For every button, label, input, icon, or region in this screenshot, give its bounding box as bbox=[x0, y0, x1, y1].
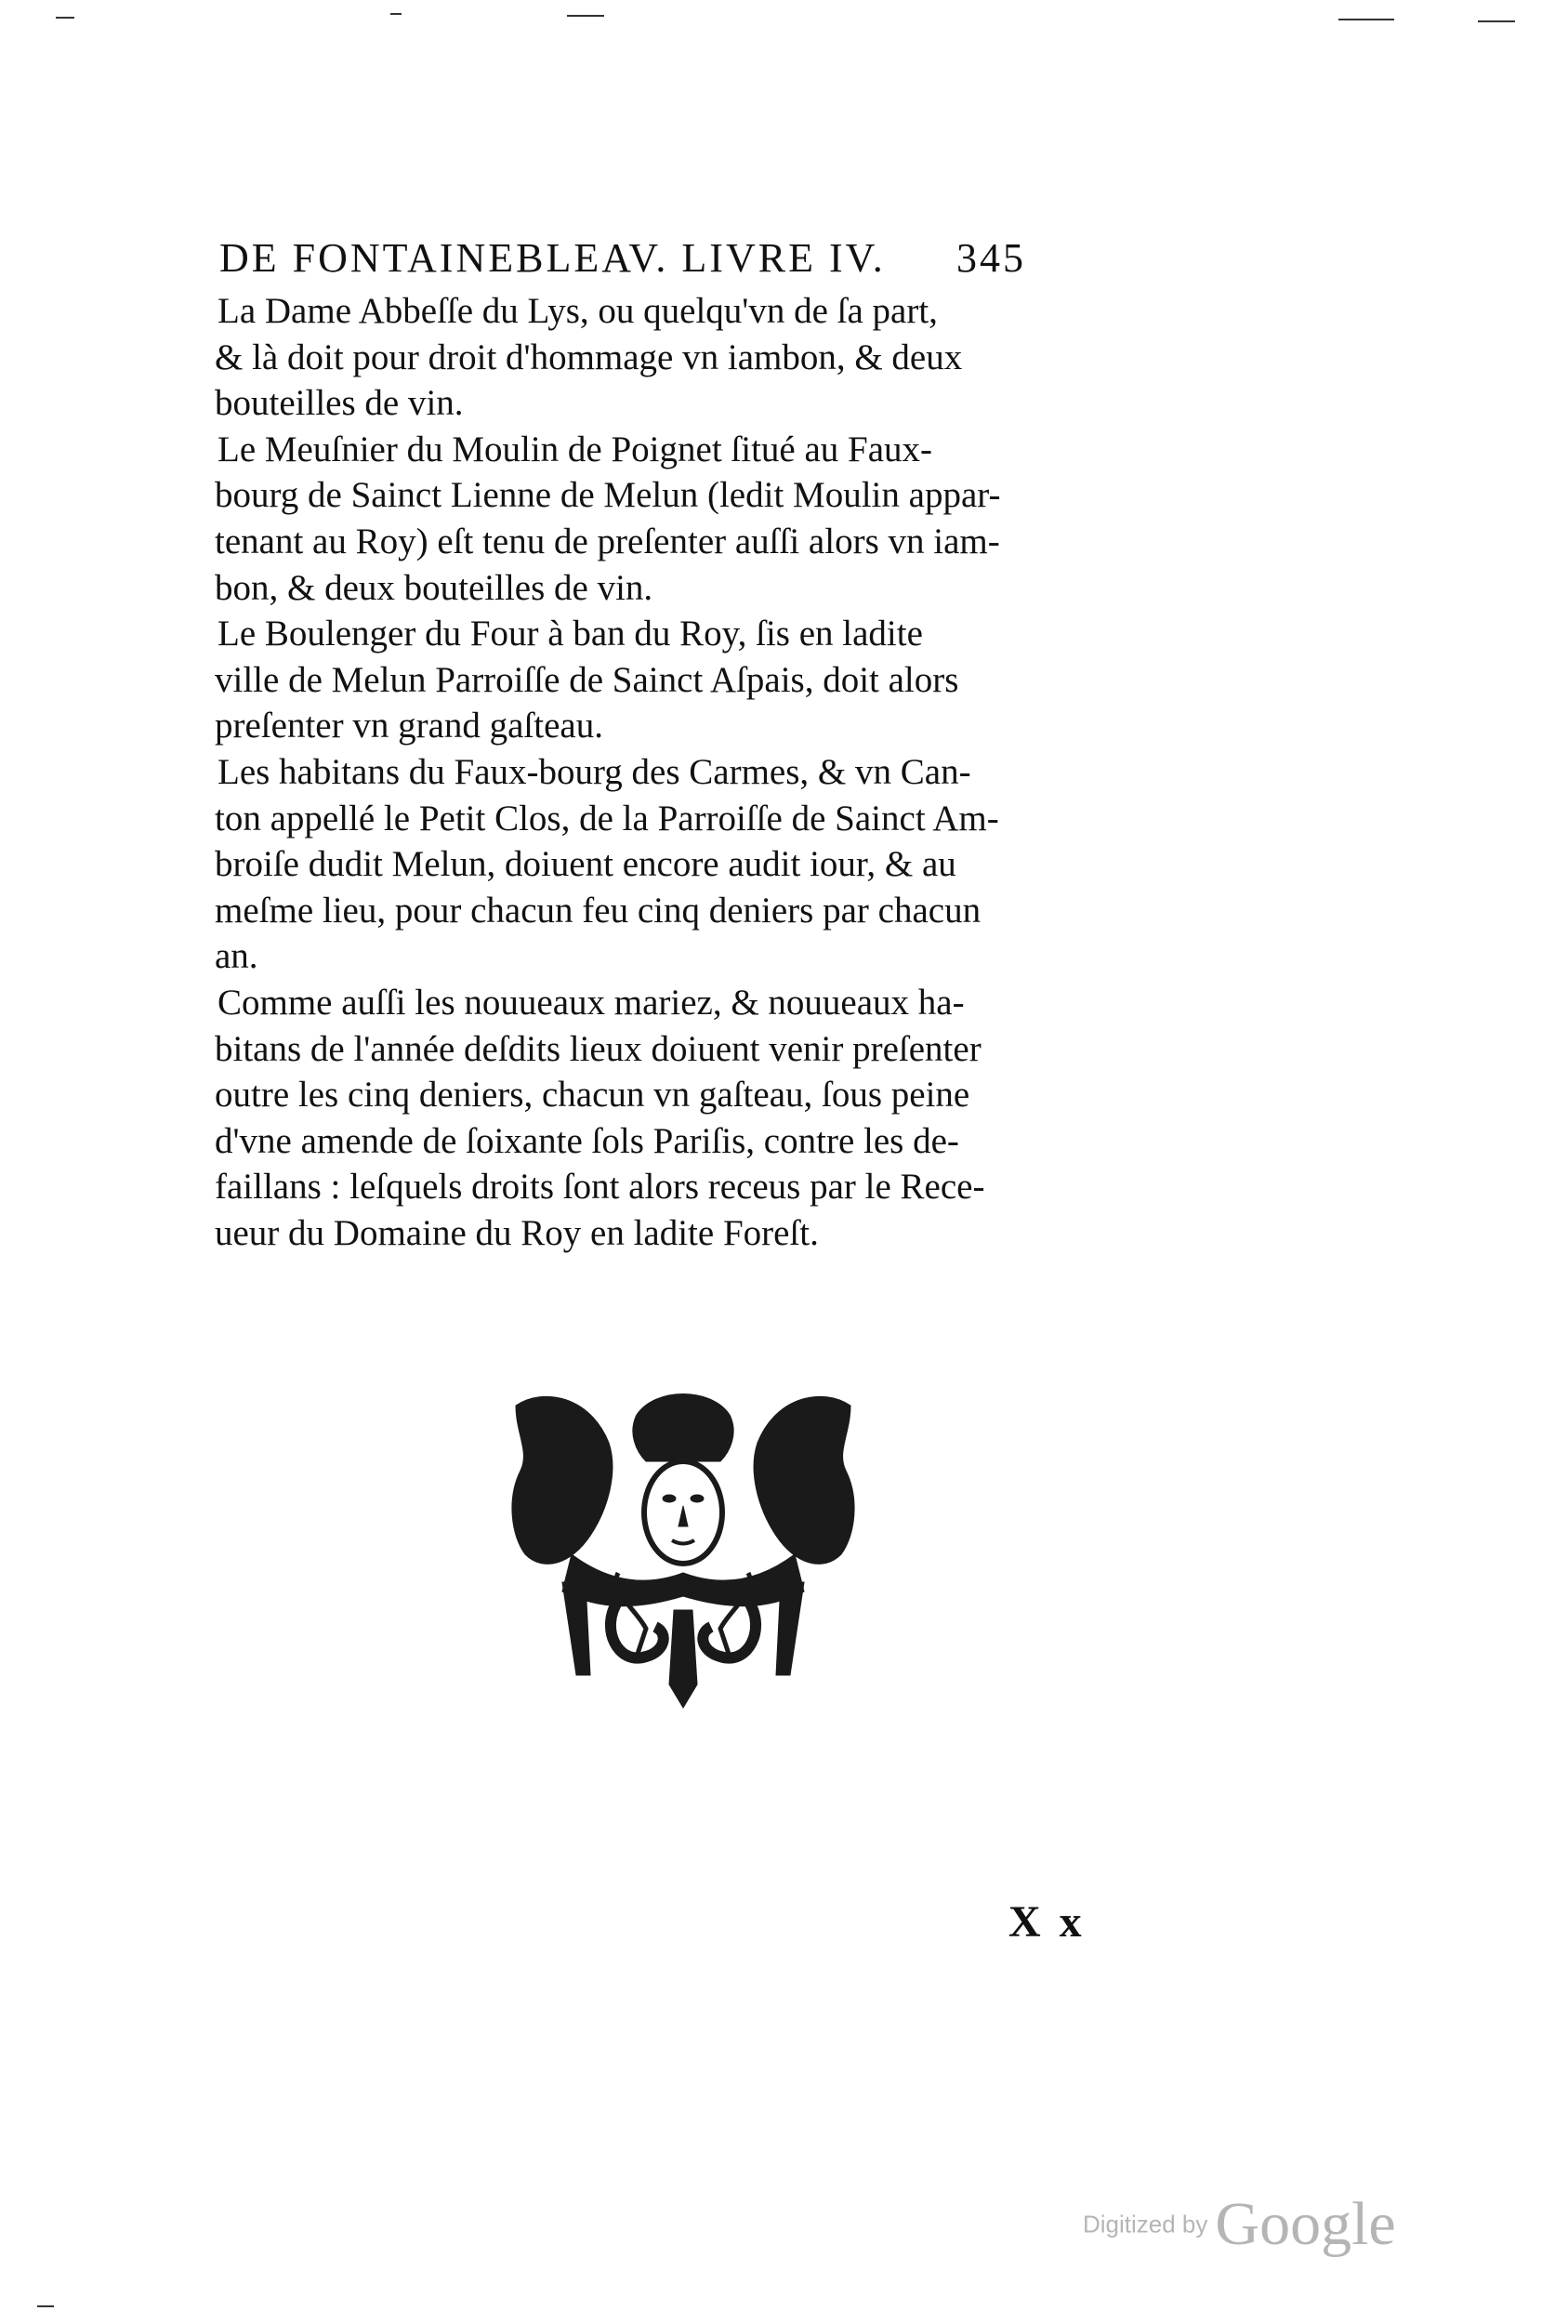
text-line: bourg de Sainct Lienne de Melun (ledit Moulin appar- bbox=[215, 475, 1001, 516]
cul-de-lampe-ornament bbox=[507, 1387, 860, 1712]
scan-artifact bbox=[56, 17, 74, 19]
watermark-prefix: Digitized by bbox=[1083, 2210, 1208, 2238]
google-logo-text: Google bbox=[1215, 2190, 1396, 2258]
tassel-left bbox=[562, 1582, 590, 1675]
signature-mark: X x bbox=[1008, 1897, 1086, 1947]
text-line: bouteilles de vin. bbox=[215, 383, 464, 424]
text-line: Le Meuſnier du Moulin de Poignet ſitué au Faux- bbox=[217, 429, 933, 469]
scan-artifact bbox=[567, 15, 604, 17]
text-line: tenant au Roy) eſt tenu de preſenter auſſi alors vn iam- bbox=[215, 521, 1000, 561]
feather-crest bbox=[633, 1394, 733, 1462]
right-cornucopia bbox=[754, 1396, 854, 1564]
scan-artifact bbox=[390, 13, 402, 15]
text-line: La Dame Abbeſſe du Lys, ou quelqu'vn de ſa part, bbox=[217, 291, 938, 331]
page-header bbox=[219, 234, 1056, 290]
text-line: faillans : leſquels droits ſont alors receus par le Rece- bbox=[215, 1167, 985, 1208]
text-line: broiſe dudit Melun, doiuent encore audit iour, & au bbox=[215, 844, 956, 885]
scan-artifact bbox=[1338, 19, 1394, 20]
digitized-watermark bbox=[1083, 2189, 1396, 2260]
paragraph bbox=[217, 980, 1073, 1257]
paragraph bbox=[217, 611, 1073, 749]
pendant bbox=[669, 1610, 697, 1708]
scan-artifact bbox=[37, 2305, 54, 2307]
scan-artifact bbox=[1478, 20, 1515, 22]
text-line: Comme auſſi les nouueaux mariez, & nouueaux ha- bbox=[217, 982, 965, 1023]
text-line: bitans de l'année deſdits lieux doiuent venir preſenter bbox=[215, 1028, 982, 1069]
text-line: preſenter vn grand gaſteau. bbox=[215, 706, 603, 746]
text-line: Le Boulenger du Four à ban du Roy, ſis en ladite bbox=[217, 614, 923, 654]
page-number: 345 bbox=[956, 235, 1026, 281]
text-line: d'vne amende de ſoixante ſols Pariſis, contre les de- bbox=[215, 1120, 959, 1161]
paragraph bbox=[217, 288, 1073, 427]
running-head: DE FONTAINEBLEAV. LIVRE IV. bbox=[219, 235, 886, 281]
tassel-right bbox=[776, 1582, 804, 1675]
body-text bbox=[217, 288, 1073, 1256]
paragraph bbox=[217, 427, 1073, 611]
paragraph bbox=[217, 749, 1073, 980]
text-line: an. bbox=[215, 936, 258, 977]
text-line: ville de Melun Parroiſſe de Sainct Aſpais, doit alors bbox=[215, 659, 959, 700]
text-line: meſme lieu, pour chacun feu cinq deniers par chacun bbox=[215, 890, 982, 931]
text-line: ueur du Domaine du Roy en ladite Foreſt. bbox=[215, 1212, 819, 1253]
text-line: bon, & deux bouteilles de vin. bbox=[215, 567, 653, 608]
text-line: outre les cinq deniers, chacun vn gaſteau, ſous peine bbox=[215, 1075, 970, 1116]
text-line: & là doit pour droit d'hommage vn iambon, & deux bbox=[215, 337, 963, 377]
text-line: Les habitans du Faux-bourg des Carmes, & vn Can- bbox=[217, 751, 971, 792]
left-cornucopia bbox=[512, 1396, 613, 1564]
text-line: ton appellé le Petit Clos, de la Parroiſſe de Sainct Am- bbox=[215, 798, 999, 838]
